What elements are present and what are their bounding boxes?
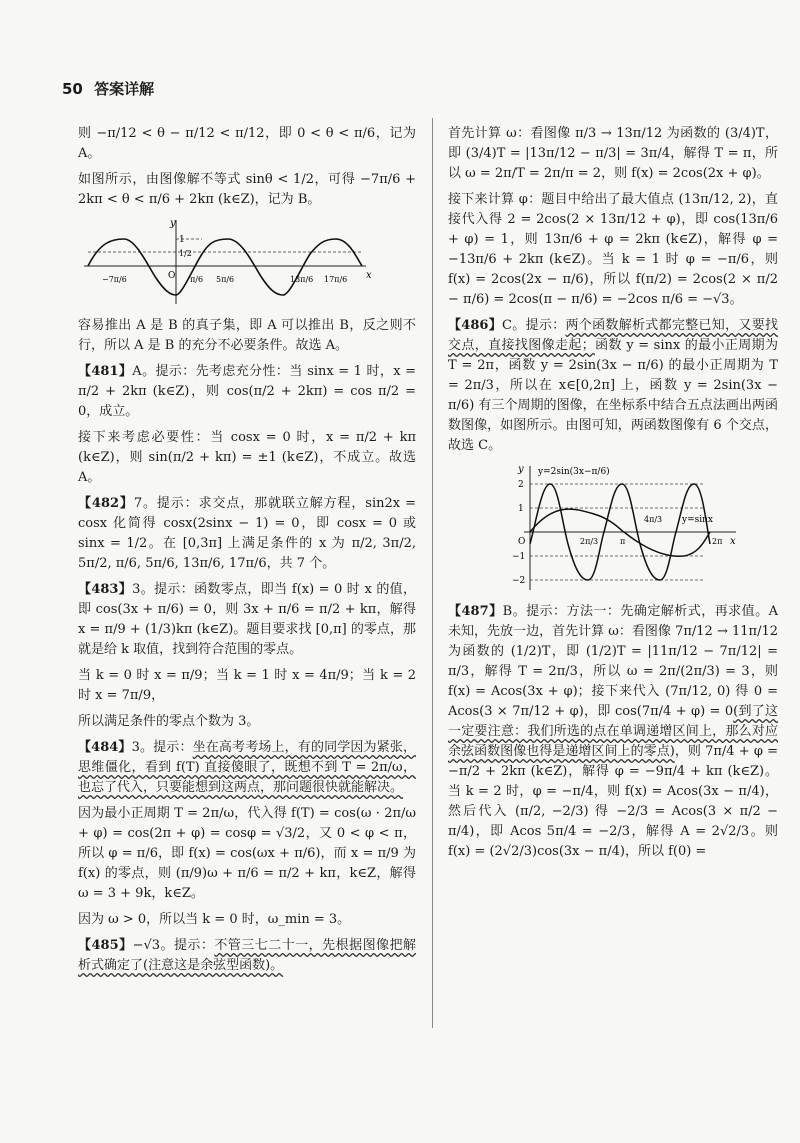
x-label-13pi-6: 13π/6 bbox=[290, 275, 314, 284]
y-tick-neg2: −2 bbox=[512, 576, 526, 586]
question-481-continued: 接下来考虑必要性：当 cosx = 0 时，x = π/2 + kπ (k∈Z)，则 sin(π/2 + kπ) = ±1 (k∈Z)，不成立。故选 A。 bbox=[78, 430, 416, 485]
question-481-tag: 【481】 bbox=[78, 364, 133, 379]
right-paragraph-2: 接下来计算 φ：题目中给出了最大值点 (13π/12, 2)，直接代入得 2 = 2cos(2 × 13π/12 + φ)，即 cos(13π/6 + φ) = 1，则 13π/6 + φ = 2kπ (k∈Z)，解得 φ = −13π/6 + 2kπ (k∈Z)。当 k = 1 时 φ = −π/6，则 f(x) = 2cos(2x − π/6)，所以 f(π/2) = 2cos(2 × π/2 − π/6) = 2cos(π − π/6) = −2cos π/6 = −√3。 bbox=[448, 192, 778, 307]
question-484-conclusion: 因为 ω > 0，所以当 k = 0 时，ω_min = 3。 bbox=[78, 912, 351, 927]
x-label-5pi-6: 5π/6 bbox=[216, 275, 235, 284]
question-486 bbox=[448, 316, 778, 456]
y-tick-1: 1 bbox=[518, 504, 524, 514]
question-486-text: C。提示： bbox=[502, 318, 566, 333]
question-482 bbox=[78, 494, 416, 574]
x-axis-label: x bbox=[366, 270, 372, 281]
question-484-tag: 【484】 bbox=[78, 740, 132, 755]
curve-sinx-label: y=sinx bbox=[682, 515, 713, 525]
right-column bbox=[448, 124, 778, 868]
question-481 bbox=[78, 362, 416, 422]
question-484 bbox=[78, 738, 416, 798]
x-label-pi: π bbox=[620, 537, 626, 546]
x-label-2pi: 2π bbox=[712, 537, 723, 546]
left-paragraph-2: 如图所示，由图像解不等式 sinθ < 1/2，可得 −7π/6 + 2kπ < θ < π/6 + 2kπ (k∈Z)，记为 B。 bbox=[78, 172, 416, 207]
question-483-text: 3。提示：函数零点，即当 f(x) = 0 时 x 的值，即 cos(3x + π/6) = 0，则 3x + π/6 = π/2 + kπ，解得 x = π/9 + (1/3)kπ (k∈Z)。题目要求找 [0,π] 的零点，那就是给 k 取值，找到符合范围的零点。 bbox=[78, 582, 416, 657]
tick-half-label: 1/2 bbox=[179, 249, 192, 258]
question-487-highlight: (到了这一定要注意：我们所选的点在单调递增区间上，那么对应余弦函数图像也得是递增区间上的零点) bbox=[448, 704, 778, 759]
origin-label: O bbox=[518, 537, 526, 547]
y-tick-2: 2 bbox=[518, 480, 524, 490]
x-label-pi-6: π/6 bbox=[190, 275, 204, 284]
question-483-conclusion: 所以满足条件的零点个数为 3。 bbox=[78, 714, 260, 729]
question-486-tag: 【486】 bbox=[448, 318, 503, 333]
question-486-explanation: 函数 y = sinx 的最小正周期为 T = 2π，函数 y = 2sin(3x − π/6) 的最小正周期为 T = 2π/3，所以在 x∈[0,2π] 上，函数 y = 2sin(3x − π/6) 有三个周期的图像，在坐标系中结合五点法画出两函数图像，如图所示。由图可知，两函数图像有 6 个交点，故选 C。 bbox=[448, 338, 778, 453]
question-482-text: 7。提示：求交点，那就联立解方程，sin2x = cosx 化简得 cosx(2sinx − 1) = 0，即 cosx = 0 或 sinx = 1/2。在 [0,3π] 上满足条件的 x 为 π/2, 3π/2, 5π/2, π/6, 5π/6, 13π/6, 17π/6，共 7 个。 bbox=[78, 496, 416, 571]
question-487-tag: 【487】 bbox=[448, 604, 503, 619]
x-label-17pi-6: 17π/6 bbox=[324, 275, 348, 284]
intersection-graph-figure bbox=[504, 462, 744, 594]
left-paragraph-1: 则 −π/12 < θ − π/12 < π/12，即 0 < θ < π/6，记为 A。 bbox=[78, 126, 416, 161]
question-484-text: 3。提示： bbox=[131, 740, 193, 755]
question-487-text: B。提示：方法一：先确定解析式，再求值。A 未知，先放一边，首先计算 ω：看图像 7π/12 → 11π/12 为函数的 (1/2)T，即 (1/2)T = |11π/12 − 7π/12| = π/3，解得 T = 2π/3，所以 ω = 2π/(2π/3) = 3，则 f(x) = Acos(3x + φ)；接下来代入 (7π/12, 0) 得 0 = Acos(3 × 7π/12 + φ)，即 cos(7π/4 + φ) = 0 bbox=[448, 604, 778, 719]
sine-graph-figure bbox=[78, 216, 378, 308]
page-title: 答案详解 bbox=[94, 80, 155, 98]
question-487 bbox=[448, 602, 778, 862]
x-label-4pi-3: 4π/3 bbox=[644, 515, 663, 524]
curve-2sin-label: y=2sin(3x−π/6) bbox=[538, 467, 610, 477]
x-label-2pi-3: 2π/3 bbox=[580, 537, 599, 546]
question-483 bbox=[78, 580, 416, 660]
tick-one-label: 1 bbox=[179, 235, 185, 245]
question-485-highlight: 不管三七二十一，先根据图像把解析式确定了(注意这是余弦型函数)。 bbox=[78, 938, 416, 973]
question-487-continued: ，则 7π/4 + φ = −π/2 + 2kπ (k∈Z)，解得 φ = −9π/4 + kπ (k∈Z)。当 k = 2 时，φ = −π/4，则 f(x) = Acos(3x − π/4)，然后代入 (π/2, −2/3) 得 −2/3 = Acos(3 × π/2 − π/4)，即 Acos 5π/4 = −2/3，解得 A = 2√2/3。则 f(x) = (2√2/3)cos(3x − π/4)，所以 f(0) = bbox=[448, 744, 778, 859]
question-481-text: A。提示：先考虑充分性：当 sinx = 1 时，x = π/2 + 2kπ (k∈Z)，则 cos(π/2 + 2kπ) = cos π/2 = 0，成立。 bbox=[78, 364, 416, 419]
column-divider bbox=[432, 118, 433, 1028]
question-484-solution: 因为最小正周期 T = 2π/ω，代入得 f(T) = cos(ω · 2π/ω + φ) = cos(2π + φ) = cosφ = √3/2，又 0 < φ < π，所以 φ = π/6，即 f(x) = cos(ωx + π/6)，而 x = π/9 为 f(x) 的零点，则 (π/9)ω + π/6 = π/2 + kπ，k∈Z，解得 ω = 3 + 9k，k∈Z。 bbox=[78, 806, 416, 901]
question-483-tag: 【483】 bbox=[78, 582, 133, 597]
question-485 bbox=[78, 936, 416, 976]
y-axis-label: y bbox=[518, 464, 524, 475]
question-485-text: −√3。提示： bbox=[132, 938, 215, 953]
y-axis-label: y bbox=[170, 218, 176, 229]
left-paragraph-3: 容易推出 A 是 B 的真子集，即 A 可以推出 B，反之则不行，所以 A 是 B 的充分不必要条件。故选 A。 bbox=[78, 318, 416, 353]
question-486-highlight: 两个函数解析式都完整已知，又要找交点，直接找图像走起； bbox=[448, 318, 778, 353]
origin-label: O bbox=[168, 271, 176, 281]
x-axis-label: x bbox=[730, 536, 736, 547]
page-header bbox=[62, 78, 154, 99]
right-paragraph-1: 首先计算 ω：看图像 π/3 → 13π/12 为函数的 (3/4)T，即 (3/4)T = |13π/12 − π/3| = 3π/4，解得 T = π，所以 ω = 2π/T = 2π/π = 2，则 f(x) = 2cos(2x + φ)。 bbox=[448, 126, 778, 181]
question-484-highlight: 坐在高考考场上，有的同学因为紧张，思维僵化，看到 f(T) 直接傻眼了，既想不到 T = 2π/ω，也忘了代入，只要能想到这两点，那问题很快就能解决。 bbox=[78, 740, 416, 795]
x-label-neg-7pi-6: −7π/6 bbox=[102, 275, 127, 284]
question-485-tag: 【485】 bbox=[78, 938, 133, 953]
question-482-tag: 【482】 bbox=[78, 496, 134, 511]
left-column bbox=[78, 124, 416, 982]
question-483-cases: 当 k = 0 时 x = π/9；当 k = 1 时 x = 4π/9；当 k = 2 时 x = 7π/9， bbox=[78, 668, 416, 703]
sine-curve bbox=[88, 239, 362, 295]
y-tick-neg1: −1 bbox=[512, 552, 526, 562]
page-number: 50 bbox=[62, 80, 83, 98]
